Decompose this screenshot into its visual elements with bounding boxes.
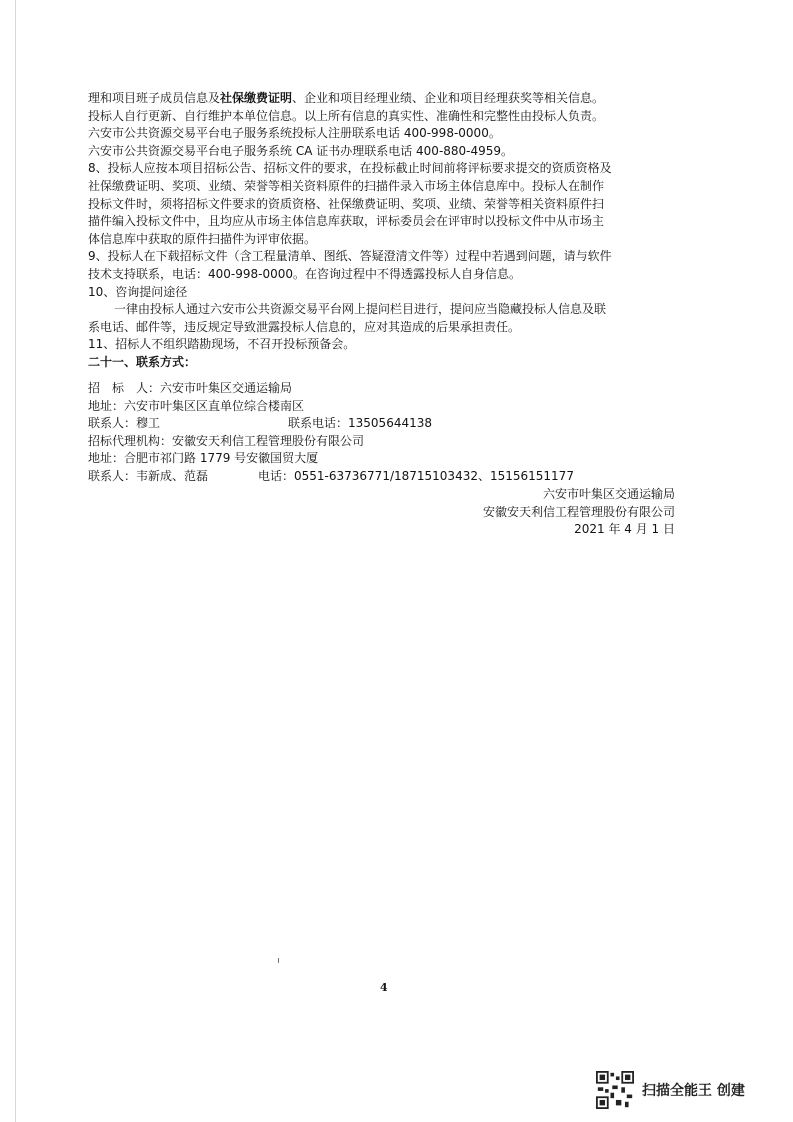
text-line: 11、招标人不组织踏勘现场，不召开投标预备会。 — [88, 337, 356, 352]
signature-block — [483, 486, 675, 539]
qr-code-icon — [596, 1071, 634, 1109]
contact-phone: 13505644138 — [348, 416, 432, 431]
contact-block — [88, 380, 680, 486]
contact-phone-label: 联系电话： — [288, 416, 349, 431]
address-line: 地址：六安市叶集区区直单位综合楼南区 — [88, 398, 305, 413]
contact-name: 联系人：穆工 — [88, 416, 161, 431]
scanner-watermark — [596, 1070, 745, 1110]
tenderer-line: 招 标 人：六安市叶集区交通运输局 — [88, 381, 293, 395]
contact-phone: 电话：0551-63736771/18715103432、15156151177 — [258, 468, 574, 483]
text-line: 六安市公共资源交易平台电子服务系统 CA 证书办理联系电话 400-880-4959。 — [88, 143, 514, 158]
text-line: 投标人自行更新、自行维护本单位信息。以上所有信息的真实性、准确性和完整性由投标人负责。 — [88, 108, 605, 123]
text-line: 理和项目班子成员信息及社保缴费证明、企业和项目经理业绩、企业和项目经理获奖等相关信息。 — [88, 91, 605, 105]
signature-org: 六安市叶集区交通运输局 — [542, 487, 675, 501]
text-line: 社保缴费证明、奖项、业绩、荣誉等相关资料原件的扫描件录入市场主体信息库中。投标人在制作 — [88, 178, 605, 193]
page-number: 4 — [380, 981, 388, 994]
body-text — [88, 90, 680, 372]
text-line: 一律由投标人通过六安市公共资源交易平台网上提问栏目进行，提问应当隐藏投标人信息及联 — [114, 302, 607, 317]
signature-org: 安徽安天利信工程管理股份有限公司 — [482, 504, 675, 519]
scan-edge-line — [15, 0, 16, 1122]
watermark-text: 扫描全能王 创建 — [642, 1083, 745, 1099]
text-line: 技术支持联系，电话：400-998-0000。在咨询过程中不得透露投标人自身信息。 — [88, 266, 522, 281]
address-line: 地址：合肥市祁门路 1779 号安徽国贸大厦 — [88, 451, 319, 466]
text-line: 体信息库中获取的原件扫描件为评审依据。 — [88, 231, 317, 246]
signature-date: 2021 年 4 月 1 日 — [574, 522, 675, 537]
text-line: 投标文件时，须将招标文件要求的资质资格、社保缴费证明、奖项、业绩、荣誉等相关资料原件扫 — [88, 196, 605, 211]
agency-line: 招标代理机构：安徽安天利信工程管理股份有限公司 — [88, 433, 365, 448]
bold-phrase: 社保缴费证明 — [220, 91, 293, 105]
contact-name: 联系人：韦新成、范磊 — [88, 468, 209, 483]
text-line: 10、咨询提问途径 — [88, 284, 188, 299]
contact-row — [88, 415, 680, 433]
text-line: 系电话、邮件等，违反规定导致泄露投标人信息的，应对其造成的后果承担责任。 — [88, 319, 521, 334]
text-line: 8、投标人应按本项目招标公告、招标文件的要求，在投标截止时间前将评标要求提交的资质资格及 — [88, 161, 612, 176]
scan-speck — [278, 958, 279, 963]
contact-row — [88, 468, 680, 486]
text-line: 9、投标人在下载招标文件（含工程量清单、图纸、答疑澄清文件等）过程中若遇到问题，请与软件 — [88, 249, 612, 264]
text-line: 六安市公共资源交易平台电子服务系统投标人注册联系电话 400-998-0000。 — [88, 126, 501, 141]
section-heading: 二十一、联系方式： — [88, 354, 197, 369]
text-line: 描件编入投标文件中，且均应从市场主体信息库获取，评标委员会在评审时以投标文件中从市场主 — [88, 214, 605, 229]
